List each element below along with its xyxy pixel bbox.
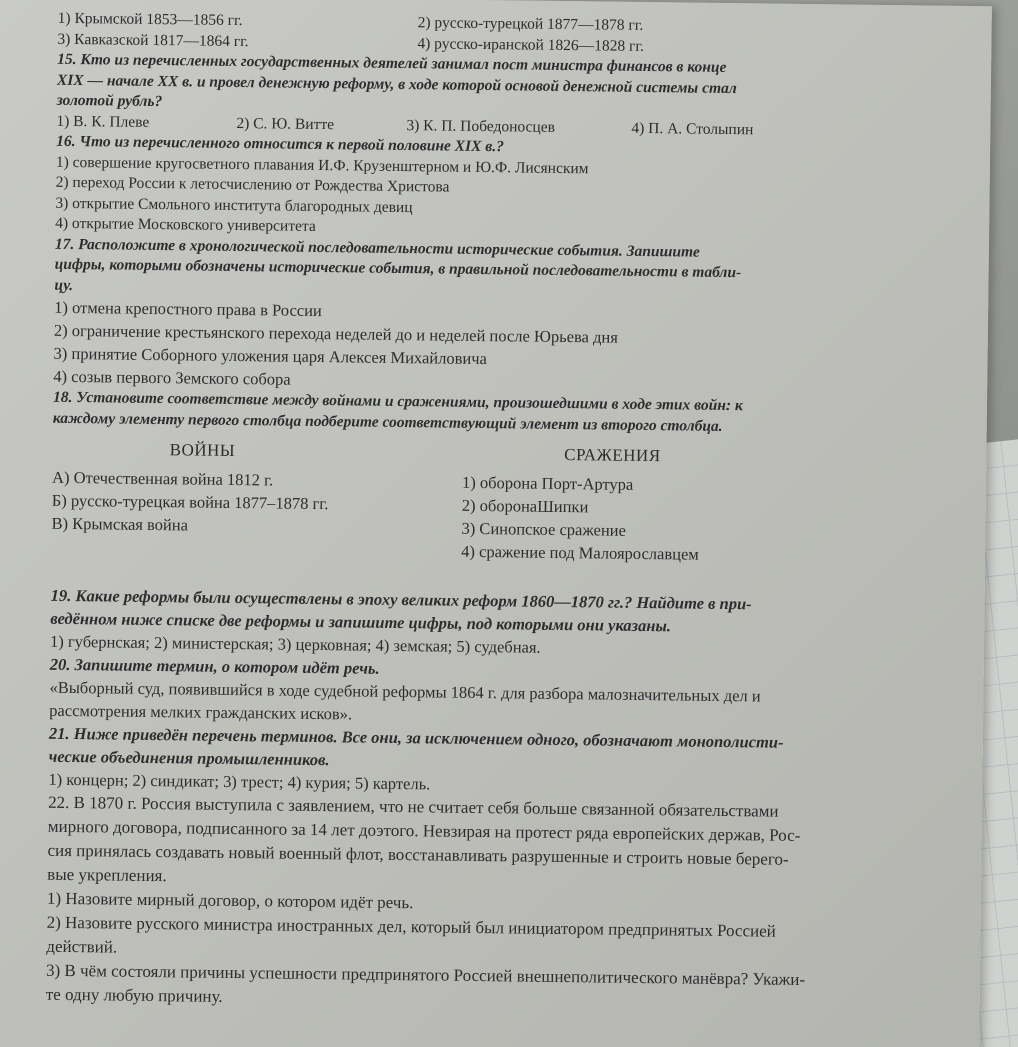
option-text: 3) принятие Соборного уложения царя Алексея Михайловича xyxy=(53,343,488,369)
question-21-options: 1) концерн; 2) синдикат; 3) трест; 4) курия; 5) картель. xyxy=(48,769,431,793)
question-22-task3a: 3) В чём состояли причины успешности предпринятого Россией внешнеполитического манёвра? Укажи- xyxy=(45,960,806,989)
battles-header: СРАЖЕНИЯ xyxy=(564,445,661,466)
option-text: 2) переход России к летосчислению от Рождества Христова xyxy=(55,173,450,196)
option-text: 2) русско-турецкой 1877—1878 гг. xyxy=(417,14,644,34)
question-15-line1: 15. Кто из перечисленных государственных деятелей занимал пост министра финансов в конце xyxy=(57,50,727,76)
war-item: В) Крымская война xyxy=(51,513,189,534)
battle-item: 4) сражение под Малоярославцем xyxy=(461,541,699,564)
question-22-task2b: действий. xyxy=(46,936,118,957)
war-item: А) Отечественная война 1812 г. xyxy=(51,467,274,489)
battles-column xyxy=(461,440,872,567)
battle-item: 3) Синопское сражение xyxy=(461,518,627,540)
option-text: 3) открытие Смольного института благородных девиц xyxy=(55,194,413,216)
war-item: Б) русско-турецкая война 1877–1878 гг. xyxy=(51,490,329,513)
question-18-line2: каждому элементу первого столбца подберите соответствующий элемент из второго столбца. xyxy=(52,409,723,435)
question-21-line2: ческие объединения промышленников. xyxy=(48,746,330,769)
option-text: 3) Кавказской 1817—1864 гг. xyxy=(57,30,249,50)
wars-column xyxy=(51,435,462,562)
option-text: 4) русско-иранской 1826—1828 гг. xyxy=(417,34,645,55)
option-text: 1) Крымской 1853—1856 гг. xyxy=(57,9,243,30)
question-22 xyxy=(46,790,949,1017)
question-21-line1: 21. Ниже приведён перечень терминов. Все они, за исключением одного, обозначают монополисти- xyxy=(48,723,784,752)
option-text: 1) отмена крепостного права в России xyxy=(54,297,322,321)
option-text: 3) К. П. Победоносцев xyxy=(406,116,556,136)
question-15-line2: XIX — начале XX в. и провел денежную реформу, в ходе которой основой денежной системы стал xyxy=(56,71,737,97)
option-text: 1) совершение кругосветного плавания И.Ф. Крузенштерном и Ю.Ф. Лисянским xyxy=(55,153,589,177)
question-22-task1: 1) Назовите мирный договор, о котором идёт речь. xyxy=(46,888,414,912)
question-20-text-line2: рассмотрения мелких гражданских исков». xyxy=(49,700,353,723)
question-16: 16. Что из перечисленного относится к первой половине XIX в.? xyxy=(56,132,504,156)
question-22-line1: 22. В 1870 г. Россия выступила с заявлением, что не считает себя больше связанной обязательствами xyxy=(48,792,779,821)
option-text: 4) открытие Московского университета xyxy=(55,214,316,235)
question-22-task2a: 2) Назовите русского министра иностранных дел, который был инициатором предпринятых Россией xyxy=(46,912,776,941)
question-20-text-line1: «Выборный суд, появившийся в ходе судебной реформы 1864 г. для разбора малозначительных дел и xyxy=(49,677,761,705)
option-text: 2) С. Ю. Витте xyxy=(236,114,335,133)
option-text: 4) П. А. Столыпин xyxy=(631,119,754,138)
question-19-line1: 19. Какие реформы были осуществлены в эпоху великих реформ 1860—1870 гг.? Найдите в при- xyxy=(50,585,752,613)
question-19-line2: ведённом ниже списке две реформы и запишите цифры, под которыми они указаны. xyxy=(50,608,672,635)
option-text: 2) ограничение крестьянского перехода неделей до и неделей после Юрьева дня xyxy=(53,320,618,347)
question-17-line3: цу. xyxy=(54,276,74,294)
question-19-options: 1) губернская; 2) министерская; 3) церковная; 4) земская; 5) судебная. xyxy=(49,631,541,657)
question-22-line4: вые укрепления. xyxy=(47,864,167,885)
question-18-line1: 18. Установите соответствие между войнами и сражениями, произошедшими в ходе этих войн: к xyxy=(52,388,743,415)
option-text: 4) созыв первого Земского собора xyxy=(53,366,291,389)
question-17-line1: 17. Расположите в хронологической последовательности исторические события. Запишите xyxy=(54,235,700,261)
option-text: 1) В. К. Плеве xyxy=(56,112,150,131)
question-20: 20. Запишите термин, о котором идёт речь. xyxy=(49,654,380,678)
worksheet-content xyxy=(46,9,958,1017)
wars-header: ВОЙНЫ xyxy=(169,440,236,461)
question-17-line2: цифры, которыми обозначены исторические события, в правильной последовательности в табли- xyxy=(54,255,742,282)
question-15-line3: золотой рубль? xyxy=(56,91,163,111)
matching-table xyxy=(51,435,952,568)
question-22-task3b: те одну любую причину. xyxy=(45,984,223,1006)
question-22-line3: сия принялась создавать новый военный флот, восстанавливать разрушенные и строить новые берего- xyxy=(47,840,789,869)
battle-item: 2) оборонаШипки xyxy=(461,495,589,516)
question-22-line2: мирного договора, подписанного за 14 лет доэтого. Невзирая на протест ряда европейских держав, Рос- xyxy=(47,816,801,845)
battle-item: 1) оборона Порт-Артура xyxy=(461,472,634,494)
